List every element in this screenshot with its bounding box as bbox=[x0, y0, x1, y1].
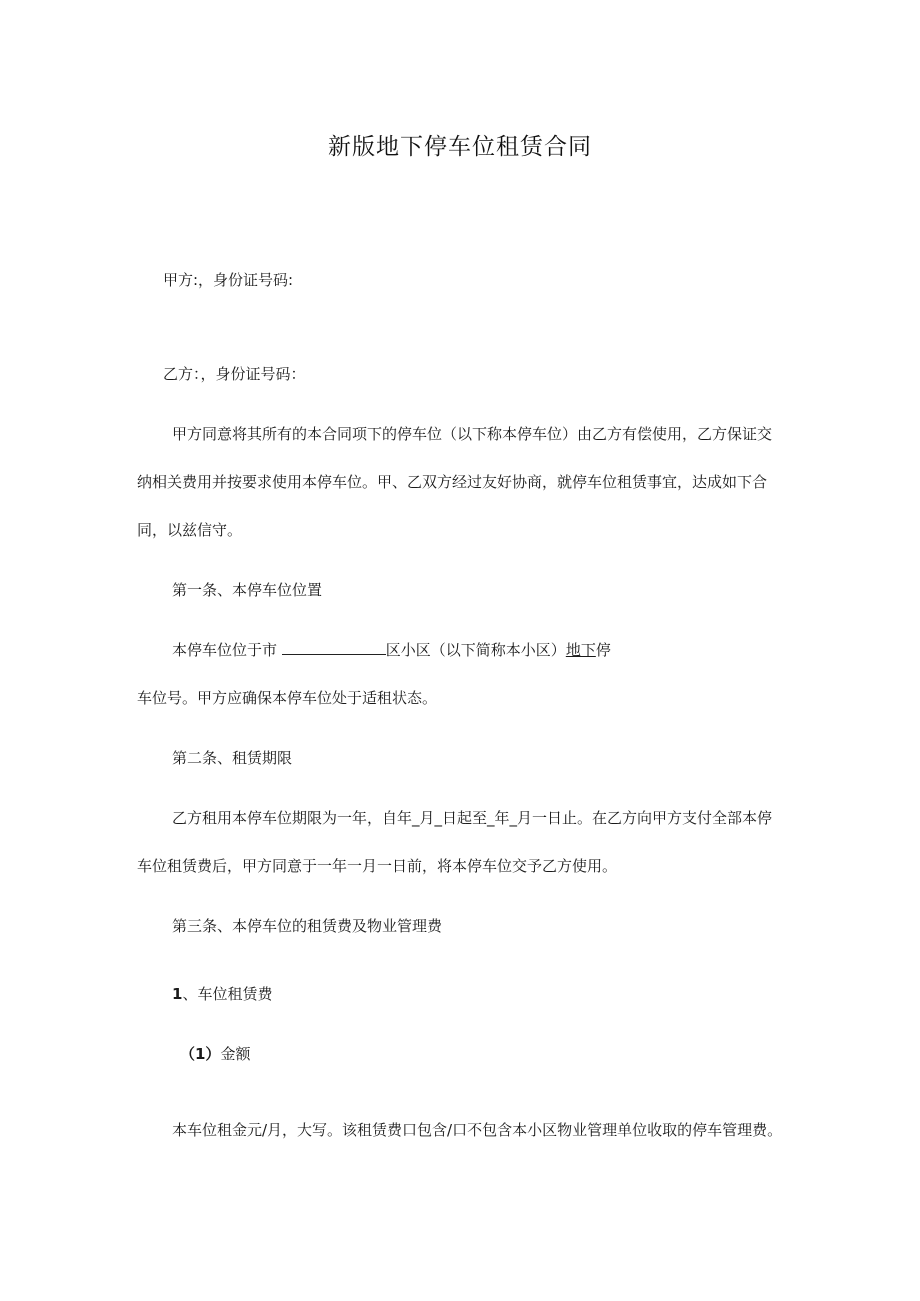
party-a-line: 甲方:，身份证号码: bbox=[163, 271, 294, 289]
underground-underlined: 地下 bbox=[565, 641, 596, 659]
sub-1-text: 、车位租赁费 bbox=[182, 985, 273, 1003]
city-blank-field bbox=[282, 642, 386, 655]
sub-1a-number: （1） bbox=[180, 1045, 221, 1063]
sub-1a-text: 金额 bbox=[220, 1045, 251, 1063]
article-3-sub-1 bbox=[172, 984, 272, 1004]
intro-paragraph-line-3: 同，以兹信守。 bbox=[137, 521, 243, 539]
article-2-line-1: 乙方租用本停车位期限为一年，自年_月_日起至_年_月一日止。在乙方向甲方支付全部本停 bbox=[172, 809, 773, 827]
location-suffix: 停 bbox=[595, 641, 611, 659]
intro-paragraph-line-2: 纳相关费用并按要求使用本停车位。甲、乙双方经过友好协商，就停车位租赁事宜，达成如下合 bbox=[137, 473, 768, 491]
article-3-sub-1a bbox=[180, 1044, 250, 1064]
intro-paragraph-line-1: 甲方同意将其所有的本合同项下的停车位（以下称本停车位）由乙方有偿使用，乙方保证交 bbox=[172, 425, 773, 443]
article-3-heading: 第三条、本停车位的租赁费及物业管理费 bbox=[172, 917, 443, 935]
location-middle: 区小区（以下简称本小区） bbox=[385, 641, 566, 659]
article-1-location-line bbox=[172, 640, 611, 660]
article-2-line-2: 车位租赁费后，甲方同意于一年一月一日前，将本停车位交予乙方使用。 bbox=[137, 857, 618, 875]
sub-1-number: 1 bbox=[172, 985, 183, 1003]
document-title: 新版地下停车位租赁合同 bbox=[328, 134, 592, 160]
article-1-line-2: 车位号。甲方应确保本停车位处于适租状态。 bbox=[137, 689, 438, 707]
rent-amount-line: 本车位租金元/月，大写。该租赁费口包含/口不包含本小区物业管理单位收取的停车管理费。 bbox=[172, 1121, 783, 1139]
location-prefix: 本停车位位于市 bbox=[172, 641, 278, 659]
party-b-line: 乙方：，身份证号码： bbox=[163, 365, 306, 383]
article-2-heading: 第二条、租赁期限 bbox=[172, 749, 293, 767]
article-1-heading: 第一条、本停车位位置 bbox=[172, 581, 323, 599]
